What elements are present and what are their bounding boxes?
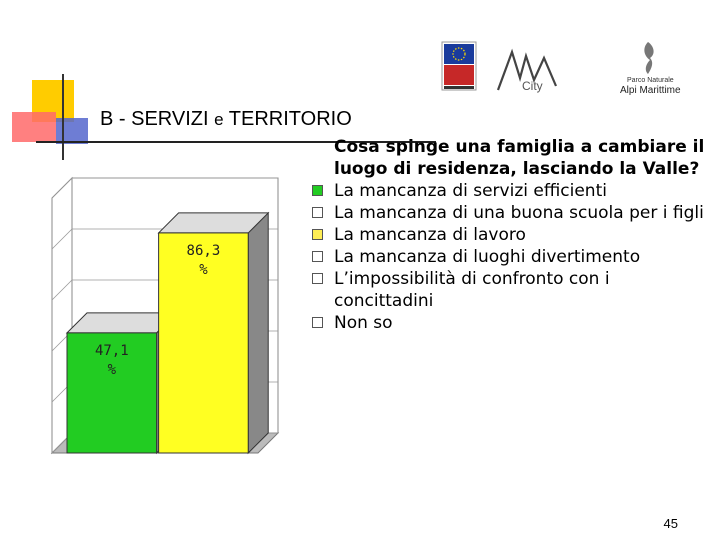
- legend-label: La mancanza di luoghi divertimento: [334, 247, 641, 267]
- legend-items: [312, 180, 712, 334]
- legend-label: La mancanza di lavoro: [334, 225, 526, 245]
- eu-logo: [442, 42, 476, 90]
- legend-question: Cosa spinge una famiglia a cambiare il luogo di residenza, lasciando la Valle?: [334, 137, 705, 179]
- park-logo: [620, 42, 681, 96]
- data-label-value: 86,3: [186, 242, 221, 259]
- legend-item: [312, 180, 712, 202]
- legend-label: La mancanza di servizi efficienti: [334, 181, 607, 201]
- legend-swatch: [312, 207, 323, 218]
- legend-swatch: [312, 229, 323, 240]
- legend-item: [312, 246, 712, 268]
- bar-chart: [40, 168, 290, 473]
- data-label-value: 47,1: [94, 342, 129, 359]
- legend-swatch: [312, 251, 323, 262]
- legend-item: [312, 312, 712, 334]
- data-label-unit: %: [107, 361, 117, 378]
- page-title: [100, 108, 352, 131]
- title-end: TERRITORIO: [228, 108, 352, 130]
- legend-swatch: [312, 317, 323, 328]
- city-text: City: [522, 79, 543, 93]
- legend: [312, 136, 712, 334]
- title-connector: e: [214, 110, 224, 129]
- park-line2: Alpi Marittime: [620, 85, 681, 96]
- page-number: 45: [663, 516, 678, 531]
- title-main: B - SERVIZI: [100, 108, 209, 130]
- park-line1: Parco Naturale: [627, 77, 674, 84]
- legend-label: La mancanza di una buona scuola per i figli: [334, 203, 704, 223]
- legend-item: [312, 268, 712, 312]
- legend-label: L’impossibilità di confronto con i concittadini: [334, 269, 610, 311]
- legend-label: Non so: [334, 313, 393, 333]
- legend-item: [312, 202, 712, 224]
- logos-svg: [440, 38, 710, 108]
- decor-red-square: [12, 112, 56, 142]
- bar-side: [248, 213, 268, 453]
- data-label-unit: %: [199, 261, 208, 278]
- decor-vertical-rule: [62, 74, 64, 160]
- logos: [440, 38, 710, 112]
- legend-item: [312, 224, 712, 246]
- legend-swatch: [312, 185, 323, 196]
- legend-swatch: [312, 273, 323, 284]
- bar-top: [159, 213, 269, 233]
- alp-city-logo: [498, 52, 556, 93]
